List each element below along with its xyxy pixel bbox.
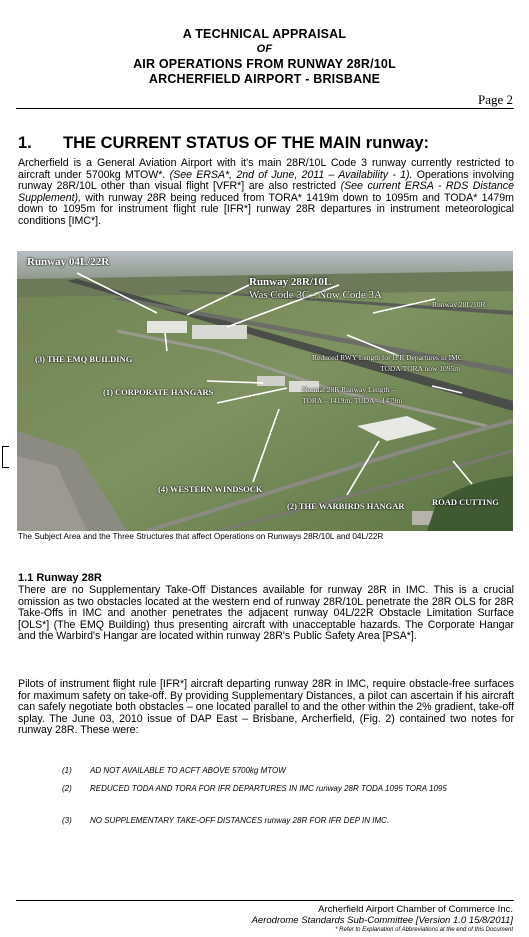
subsection-title: 1.1 Runway 28R [18,572,102,584]
list-item-number: (2) [62,784,72,793]
para-text-c: Operations involving runway 28R/10L other than visual flight [VFR*] are also restricted [18,168,514,193]
section-number: 1. [18,134,32,152]
footer-rule [16,900,514,901]
photo-caption: The Subject Area and the Three Structures that affect Operations on Runways 28R/10L and 04L/22R [18,532,384,541]
list-item-number: (3) [62,816,72,825]
section-title [18,134,429,153]
list-item-text: REDUCED TODA AND TORA FOR IFR DEPARTURES IN IMC runway 28R TODA 1095 TORA 1095 [90,784,447,793]
label-corporate-hangars: (1) CORPORATE HANGARS [103,387,214,397]
label-reduced-length: Reduced RWY Length for IFR Departures in IMC [312,353,463,362]
footer-organisation: Archerfield Airport Chamber of Commerce Inc. [318,904,513,915]
subsection-paragraph-2: Pilots of instrument flight rule [IFR*] aircraft departing runway 28R in IMC, require obstacle-free surfaces for maximum safety on take-off. By providing Supplementary Distances, a pilot can ascertain if his aircraft can safely negotiate both obstacles – one located parallel to and the other within the 2% gradient, take-off splay. The June 03, 2010 issue of DAP East – Brisbane, Archerfield, (Fig. 2) contained two notes for runway 28R. These were: [18,678,514,737]
footer-committee: Aerodrome Standards Sub-Committee [Version 1.0 15/8/2011] [251,915,513,926]
section-heading: THE CURRENT STATUS OF THE MAIN runway: [63,134,430,152]
list-item-number: (1) [62,766,72,775]
section-paragraph [18,158,514,228]
list-item-text: NO SUPPLEMENTARY TAKE-OFF DISTANCES runway 28R FOR IFR DEP IN IMC. [90,816,390,825]
label-western-windsock: (4) WESTERN WINDSOCK [158,484,263,494]
label-road-cutting: ROAD CUTTING [432,497,499,507]
subsection-paragraph-1: There are no Supplementary Take-Off Distances available for runway 28R in IMC. This is a crucial omission as two obstacles located at the western end of runway 28R/10L penetrate the 28R OLS for 28R Take-Offs in IMC and another penetrates the adjacent runway 04L/22R Obstacle Limitation Surface [OLS*] (The EMQ Building) thus presenting aircraft with unacceptable hazards. The Corporate Hangar and the Warbird's Hangar are located within runway 28R's Public Safety Area [PSA*]. [18,584,514,643]
label-runway-28r: Runway 28R/10L [249,276,332,288]
para-text-a: Archerfield is a General Aviation Airport with it's main 28R/10L Code 3 runway currently restricted to aircraft under 5700kg MTOW*. [18,157,514,181]
para-text-d: (See current ERSA - RDS Distance Supplement), [18,180,514,204]
label-runway-28l: Runway 28L/10R [432,300,486,309]
label-emq-building: (3) THE EMQ BUILDING [35,354,133,364]
doc-title-line4: ARCHERFIELD AIRPORT - BRISBANE [148,72,381,86]
doc-title-line3: AIR OPERATIONS FROM RUNWAY 28R/10L [133,57,396,71]
aerial-photo [17,251,513,531]
doc-title-of: OF [256,43,273,55]
list-item [62,816,482,838]
para-text-e: with runway 28R being reduced from TORA* 1419m down to 1095m and TODA* 1479m down to 1095m for instrument flight rule [IFR*] runway 28R departures in instrument meteorological conditions [IMC*]. [18,191,514,227]
list-item [62,766,482,778]
label-runway-04l: Runway 04L/22R [27,256,110,268]
label-runway-28r-code: Was Code 3C - Now Code 3A [249,289,382,301]
footer-note: * Refer to Explanation of Abbreviations at the end of this Document [335,927,513,933]
label-warbirds-hangar: (2) THE WARBIRDS HANGAR [287,501,405,511]
label-reduced-toda: TODA/TORA now 1095m [380,364,461,373]
doc-title-line1: A TECHNICAL APPRAISAL [182,27,347,41]
label-normal-length: Normal 28R Runway Length – [302,385,395,394]
label-normal-toda: TORA – 1419m, TODA – 1479m [302,396,403,405]
list-item-text: AD NOT AVAILABLE TO ACFT ABOVE 5700kg MTOW [90,766,286,775]
para-text-b: (See ERSA*, 2nd of June, 2011 – Availability - 1). [169,168,413,181]
margin-bracket [2,446,9,468]
header-rule [16,108,514,109]
list-item [62,784,482,806]
page-number: Page 2 [477,92,513,107]
